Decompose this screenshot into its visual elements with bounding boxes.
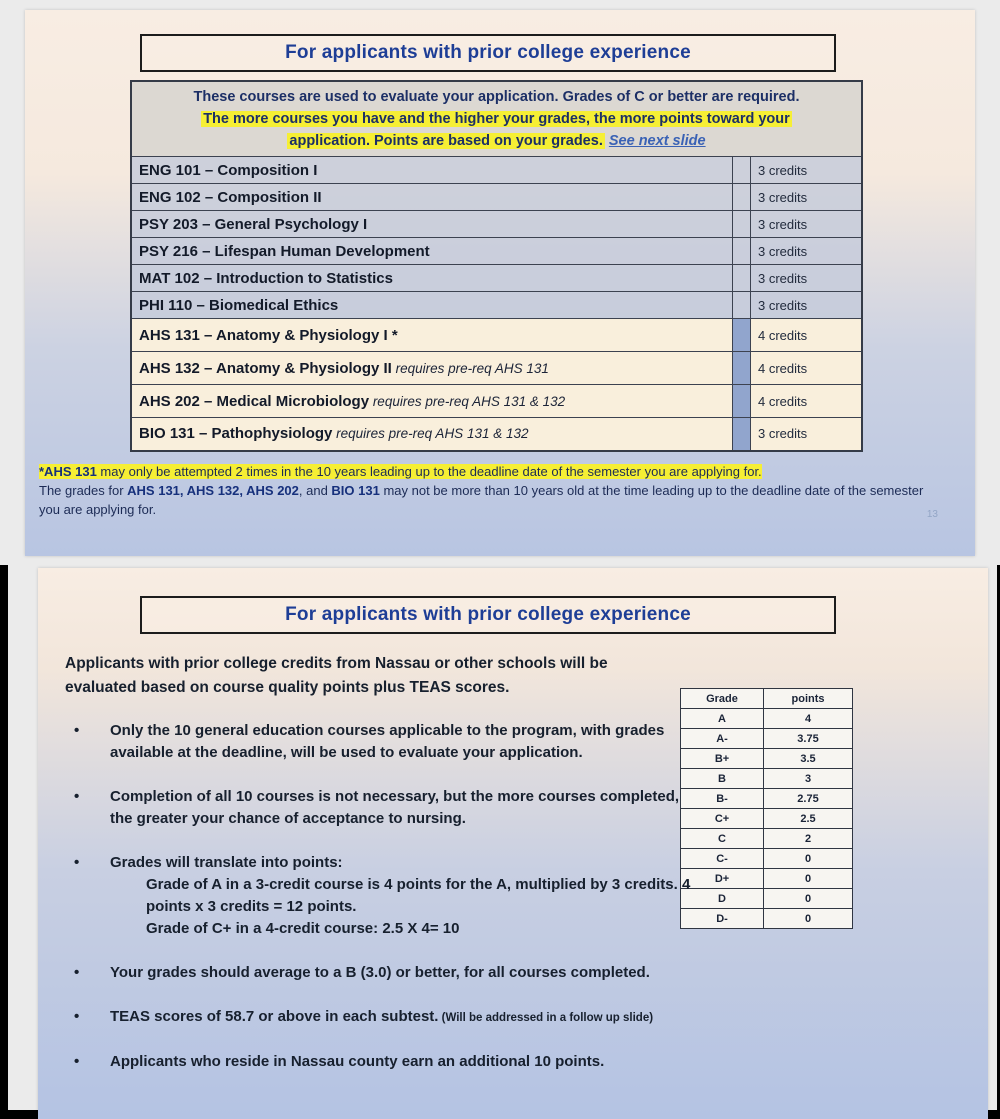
grade-column-header: Grade: [681, 689, 764, 709]
course-name-cell: MAT 102 – Introduction to Statistics: [131, 265, 733, 292]
course-row: [131, 292, 862, 319]
grade-cell: D-: [681, 909, 764, 929]
grade-row: [681, 789, 853, 809]
course-row: [131, 319, 862, 352]
footnote-line1-bold: *AHS 131: [39, 464, 97, 479]
course-row: [131, 211, 862, 238]
header-line2-highlighted: The more courses you have and the higher your grades, the more points toward your: [203, 111, 790, 127]
bullet-dot: •: [74, 722, 80, 739]
grade-row: [681, 729, 853, 749]
bullet-dot: •: [74, 788, 80, 805]
course-name-cell: ENG 101 – Composition I: [131, 157, 733, 184]
points-cell: 3.5: [764, 749, 853, 769]
bullet-dot: •: [74, 854, 80, 871]
grade-cell: C+: [681, 809, 764, 829]
grade-row: [681, 869, 853, 889]
grade-cell: B-: [681, 789, 764, 809]
grade-cell: B: [681, 769, 764, 789]
course-table: [130, 80, 863, 452]
course-table-header-cell: [131, 81, 862, 157]
credits-cell: 3 credits: [751, 265, 863, 292]
course-name-cell: AHS 202 – Medical Microbiology requires pre-req AHS 131 & 132: [131, 385, 733, 418]
footnote: [39, 462, 945, 519]
footnote-line2-seg1: The grades for: [39, 483, 128, 498]
left-black-strip: [0, 565, 8, 1119]
slide2-title: For applicants with prior college experience: [285, 604, 691, 625]
bullet-dot: •: [74, 1008, 80, 1025]
bullet-item: [65, 852, 705, 940]
credits-cell: 3 credits: [751, 292, 863, 319]
course-row: [131, 238, 862, 265]
course-name-cell: PSY 216 – Lifespan Human Development: [131, 238, 733, 265]
separator-cell: [733, 265, 751, 292]
bullet-text: Applicants who reside in Nassau county earn an additional 10 points.: [110, 1053, 605, 1070]
bullet-text: Your grades should average to a B (3.0) or better, for all courses completed.: [110, 964, 650, 981]
bullet-item: [65, 720, 705, 764]
points-cell: 2.5: [764, 809, 853, 829]
footnote-line2-seg2: , and: [298, 483, 332, 498]
points-cell: 2: [764, 829, 853, 849]
course-name-cell: AHS 131 – Anatomy & Physiology I *: [131, 319, 733, 352]
course-name-cell: AHS 132 – Anatomy & Physiology II requires pre-req AHS 131: [131, 352, 733, 385]
grade-row: [681, 809, 853, 829]
bullet-text: Only the 10 general education courses applicable to the program, with grades available at the deadline, will be used to evaluate your application.: [110, 722, 665, 761]
points-cell: 3: [764, 769, 853, 789]
credits-cell: 3 credits: [751, 418, 863, 451]
course-name-cell: ENG 102 – Composition II: [131, 184, 733, 211]
course-name-cell: BIO 131 – Pathophysiology requires pre-req AHS 131 & 132: [131, 418, 733, 451]
footnote-line2-seg3: may not be more than 10 years old at the time leading up to the deadline date of the semester you are applying for.: [39, 483, 924, 517]
bullet-item: [65, 962, 705, 984]
bullet-item: [65, 786, 705, 830]
bullet-dot: •: [74, 964, 80, 981]
grade-cell: A-: [681, 729, 764, 749]
grade-row: [681, 849, 853, 869]
see-next-slide-link[interactable]: See next slide: [608, 133, 706, 149]
slide1-title-box: [140, 34, 836, 72]
separator-cell: [733, 184, 751, 211]
grade-cell: A: [681, 709, 764, 729]
credits-cell: 3 credits: [751, 211, 863, 238]
credits-cell: 3 credits: [751, 184, 863, 211]
header-line3-highlighted: application. Points are based on your grades.: [289, 133, 603, 149]
separator-cell: [733, 319, 751, 352]
course-row: [131, 184, 862, 211]
bullet-small-note: (Will be addressed in a follow up slide): [438, 1012, 654, 1024]
bullet-item: [65, 1051, 705, 1073]
slide2-title-box: [140, 596, 836, 634]
points-cell: 4: [764, 709, 853, 729]
points-column-header: points: [764, 689, 853, 709]
grade-cell: C-: [681, 849, 764, 869]
course-row: [131, 157, 862, 184]
grade-row: [681, 909, 853, 929]
separator-cell: [733, 352, 751, 385]
header-line1: These courses are used to evaluate your application. Grades of C or better are required.: [193, 89, 800, 105]
points-cell: 0: [764, 869, 853, 889]
page-number: 13: [926, 509, 938, 520]
footnote-line2-bold1: AHS 131, AHS 132, AHS 202: [127, 483, 299, 498]
points-cell: 0: [764, 889, 853, 909]
grade-table-header-row: [681, 689, 853, 709]
grade-points-table: [680, 688, 853, 929]
separator-cell: [733, 385, 751, 418]
slide1-title: For applicants with prior college experience: [285, 42, 691, 63]
grade-row: [681, 889, 853, 909]
slide-1: [25, 10, 975, 556]
bullet-item: [65, 1006, 705, 1029]
credits-cell: 4 credits: [751, 319, 863, 352]
course-row: [131, 265, 862, 292]
footnote-line2-bold2: BIO 131: [331, 483, 380, 498]
grade-cell: C: [681, 829, 764, 849]
slide2-intro-paragraph: Applicants with prior college credits from Nassau or other schools will be evaluated based on course quality points plus TEAS scores.: [65, 655, 608, 696]
points-cell: 0: [764, 909, 853, 929]
separator-cell: [733, 418, 751, 451]
bullet-text: TEAS scores of 58.7 or above in each subtest. (Will be addressed in a follow up slide): [110, 1008, 654, 1025]
points-cell: 0: [764, 849, 853, 869]
points-cell: 3.75: [764, 729, 853, 749]
separator-cell: [733, 211, 751, 238]
grade-cell: B+: [681, 749, 764, 769]
separator-cell: [733, 292, 751, 319]
footnote-line1: [39, 462, 945, 481]
course-name-cell: PHI 110 – Biomedical Ethics: [131, 292, 733, 319]
points-cell: 2.75: [764, 789, 853, 809]
grade-row: [681, 749, 853, 769]
grade-row: [681, 769, 853, 789]
slide-2: [38, 568, 988, 1119]
separator-cell: [733, 157, 751, 184]
bullet-dot: •: [74, 1053, 80, 1070]
grade-row: [681, 829, 853, 849]
bullet-text: Completion of all 10 courses is not necessary, but the more courses completed, the greater your chance of acceptance to nursing.: [110, 788, 680, 827]
course-row: [131, 418, 862, 451]
separator-cell: [733, 238, 751, 265]
credits-cell: 3 credits: [751, 157, 863, 184]
credits-cell: 4 credits: [751, 352, 863, 385]
bullet-sub-line: Grade of A in a 3-credit course is 4 points for the A, multiplied by 3 credits. 4 points x 3 credits = 12 points.: [146, 876, 691, 915]
course-row: [131, 352, 862, 385]
grade-cell: D: [681, 889, 764, 909]
credits-cell: 3 credits: [751, 238, 863, 265]
bullet-text: Grades will translate into points: Grade of A in a 3-credit course is 4 points for the A, multiplied by 3 credits. 4 points x 3 credits = 12 points. Grade of C+ in a 4-credit course: 2.5 X 4= 10: [110, 852, 705, 940]
course-table-header-row: [131, 81, 862, 157]
course-row: [131, 385, 862, 418]
footnote-line1-rest: may only be attempted 2 times in the 10 years leading up to the deadline date of the semester you are applying for.: [96, 464, 762, 479]
grade-cell: D+: [681, 869, 764, 889]
grade-row: [681, 709, 853, 729]
footnote-line2: [39, 481, 945, 519]
credits-cell: 4 credits: [751, 385, 863, 418]
bullet-sub-line: Grade of C+ in a 4-credit course: 2.5 X 4= 10: [146, 920, 460, 937]
bullet-list: [65, 720, 705, 1095]
course-name-cell: PSY 203 – General Psychology I: [131, 211, 733, 238]
